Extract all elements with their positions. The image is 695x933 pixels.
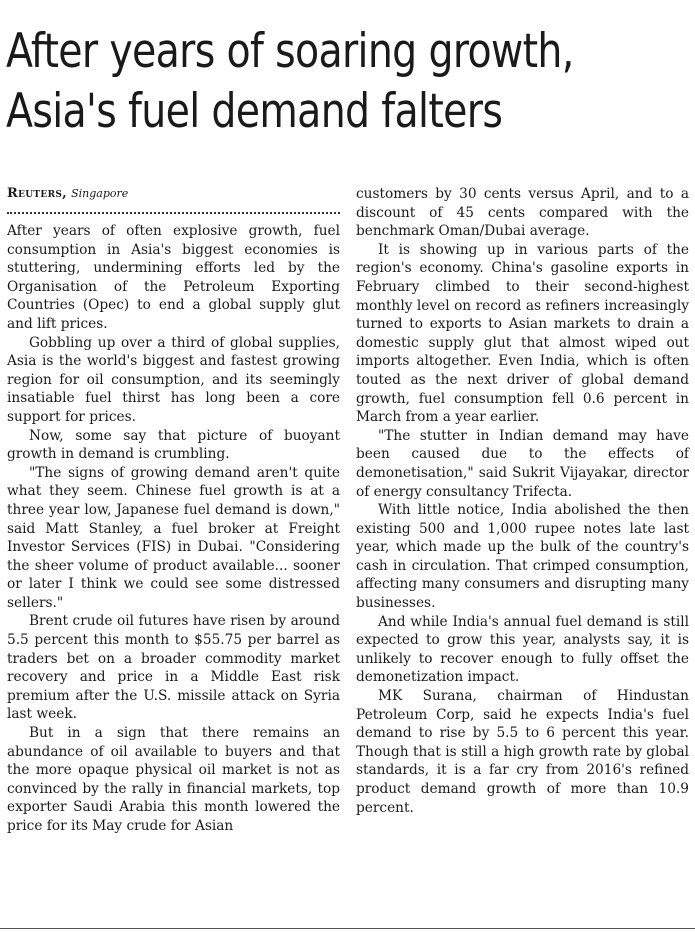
paragraph: After years of often explosive growth, fuel consumption in Asia's biggest economies is stuttering, undermining efforts led by the Organisation of the Petroleum Exporting Countries (Opec) to end a global supply glut and lift prices. (7, 223, 340, 332)
paragraph: "The stutter in Indian demand may have been caused due to the effects of demonetisation," said Sukrit Vijayakar, director of energy consultancy Trifecta. (356, 427, 689, 500)
bottom-rule (0, 928, 695, 929)
article-column-right (356, 185, 689, 817)
headline-line-1: After years of soaring growth, (6, 24, 574, 79)
byline-city: Singapore (71, 187, 129, 200)
paragraph: MK Surana, chairman of Hindustan Petroleum Corp, said he expects India's fuel demand to rise by 5.5 to 6 percent this year. Though that is still a high growth rate by global standards, it is a far cry from 2016's refined product demand growth of more than 10.9 percent. (356, 688, 689, 816)
paragraph: customers by 30 cents versus April, and to a discount of 45 cents compared with the benchmark Oman/Dubai average. (356, 186, 689, 240)
headline (6, 22, 581, 142)
paragraph: Now, some say that picture of buoyant growth in demand is crumbling. (7, 427, 340, 463)
article-column-left (7, 185, 340, 836)
paragraph: But in a sign that there remains an abundance of oil available to buyers and that the more opaque physical oil market is not as convinced by the rally in financial markets, top exporter Saudi Arabia this month lowered the price for its May crude for Asian (7, 725, 340, 834)
paragraph: It is showing up in various parts of the region's economy. China's gasoline exports in February climbed to their second-highest monthly level on record as refiners increasingly turned to exports to Asian markets to drain a domestic supply glut that almost wiped out imports altogether. Even India, which is often touted as the next driver of global demand growth, fuel consumption fell 0.6 percent in March from a year earlier. (356, 241, 689, 426)
byline-agency: Reuters, (7, 186, 67, 201)
paragraph: "The signs of growing demand aren't quite what they seem. Chinese fuel growth is at a three year low, Japanese fuel demand is down," said Matt Stanley, a fuel broker at Freight Investor Services (FIS) in Dubai. "Considering the sheer volume of product available... sooner or later I think we could see some distressed sellers." (7, 464, 340, 611)
paragraph: And while India's annual fuel demand is still expected to grow this year, analysts say, it is unlikely to recover enough to fully offset the demonetization impact. (356, 613, 689, 686)
byline-divider (7, 212, 340, 214)
paragraph: Gobbling up over a third of global supplies, Asia is the world's biggest and fastest growing region for oil consumption, and its seemingly insatiable fuel thirst has long been a core support for prices. (7, 334, 340, 425)
headline-line-2: Asia's fuel demand falters (6, 84, 503, 139)
byline (7, 185, 340, 203)
paragraph: Brent crude oil futures have risen by around 5.5 percent this month to $55.75 per barrel as traders bet on a broader commodity market recovery and price in a Middle East risk premium after the U.S. missile attack on Syria last week. (7, 613, 340, 723)
paragraph: With little notice, India abolished the then existing 500 and 1,000 rupee notes late last year, which made up the bulk of the country's cash in circulation. That crimped consumption, affecting many consumers and disrupting many businesses. (356, 502, 689, 612)
